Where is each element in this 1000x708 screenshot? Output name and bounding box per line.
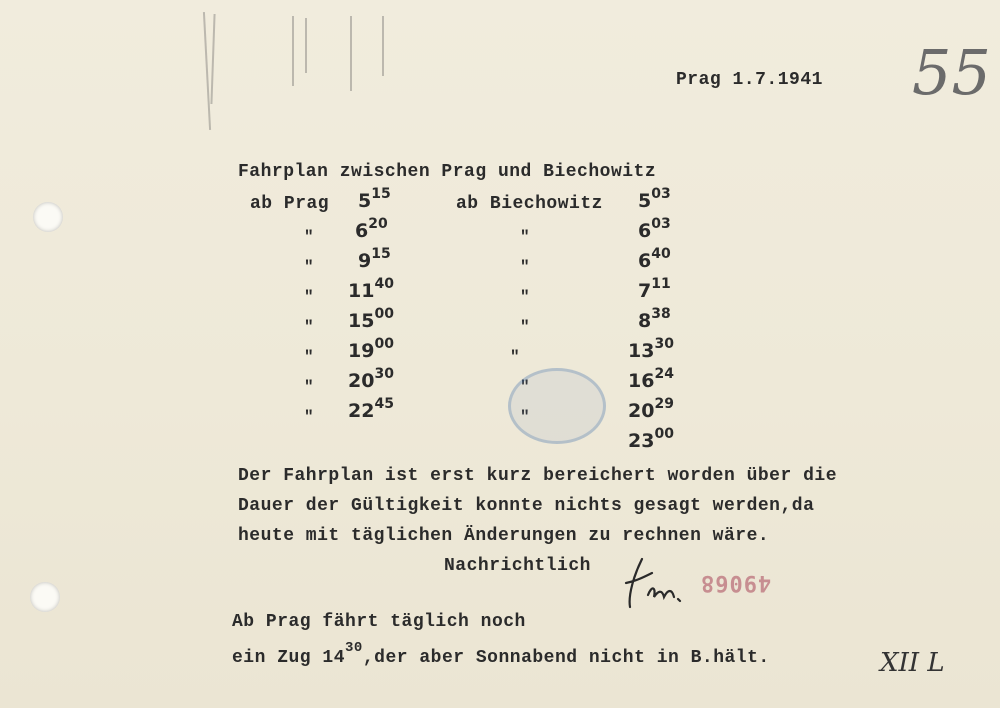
note-train-minute: 30 — [345, 640, 363, 656]
departure-time-biechowitz — [628, 366, 674, 392]
time-hour: 9 — [358, 250, 372, 272]
ditto-mark: " — [520, 258, 530, 276]
departure-time-biechowitz — [628, 396, 674, 422]
time-hour: 6 — [638, 250, 652, 272]
departure-time-prag — [348, 366, 394, 392]
page-number: 55 — [912, 36, 991, 109]
pencil-mark — [305, 18, 307, 73]
left-column-label: ab Prag — [250, 194, 330, 214]
note-suffix: ,der aber Sonnabend nicht in B.hält. — [362, 648, 770, 668]
time-hour: 5 — [638, 190, 652, 212]
time-minute: 40 — [651, 246, 671, 262]
time-hour: 22 — [348, 400, 375, 422]
time-minute: 30 — [374, 366, 394, 382]
body-line-1: Der Fahrplan ist erst kurz bereichert worden über die — [238, 466, 837, 486]
departure-time-biechowitz — [628, 336, 674, 362]
ditto-mark: " — [304, 228, 314, 246]
time-hour: 15 — [348, 310, 375, 332]
red-stamp-number: 49068 — [700, 570, 772, 595]
pencil-mark — [203, 12, 211, 130]
time-hour: 11 — [348, 280, 375, 302]
departure-time-prag — [348, 276, 394, 302]
note-line-1: Ab Prag fährt täglich noch — [232, 612, 526, 632]
ditto-mark: " — [520, 228, 530, 246]
time-minute: 30 — [654, 336, 674, 352]
ditto-mark: " — [520, 288, 530, 306]
ditto-mark: " — [304, 378, 314, 396]
time-hour: 13 — [628, 340, 655, 362]
time-minute: 38 — [651, 306, 671, 322]
pencil-mark — [350, 16, 352, 91]
pencil-mark — [382, 16, 384, 76]
body-line-3: heute mit täglichen Änderungen zu rechnen wäre. — [238, 526, 770, 546]
right-column-label: ab Biechowitz — [456, 194, 603, 214]
time-hour: 6 — [355, 220, 369, 242]
time-minute: 00 — [374, 336, 394, 352]
departure-time-prag — [348, 396, 394, 422]
time-hour: 16 — [628, 370, 655, 392]
punch-hole-bottom — [30, 582, 60, 612]
time-hour: 20 — [628, 400, 655, 422]
punch-hole-top — [33, 202, 63, 232]
time-minute: 11 — [651, 276, 671, 292]
document-date: Prag 1.7.1941 — [676, 70, 823, 90]
time-hour: 7 — [638, 280, 652, 302]
ditto-mark: " — [304, 258, 314, 276]
time-minute: 40 — [374, 276, 394, 292]
departure-time-biechowitz — [638, 306, 671, 332]
margin-annotation: XII L — [880, 648, 945, 678]
ditto-mark: " — [510, 348, 520, 366]
time-hour: 23 — [628, 430, 655, 452]
note-train-hour: 14 — [322, 648, 346, 668]
time-hour: 19 — [348, 340, 375, 362]
ditto-mark: " — [520, 408, 530, 426]
departure-time-biechowitz — [638, 216, 671, 242]
pencil-mark — [292, 16, 294, 86]
departure-time-biechowitz — [638, 246, 671, 272]
time-minute: 00 — [374, 306, 394, 322]
departure-time-biechowitz — [638, 276, 671, 302]
time-minute: 03 — [651, 186, 671, 202]
time-hour: 20 — [348, 370, 375, 392]
ditto-mark: " — [520, 318, 530, 336]
note-line-2 — [232, 640, 770, 668]
ditto-mark: " — [304, 348, 314, 366]
ditto-mark: " — [520, 378, 530, 396]
note-prefix: ein Zug — [232, 648, 323, 668]
handwritten-signature — [622, 555, 702, 611]
time-minute: 15 — [371, 246, 391, 262]
departure-time-biechowitz — [628, 426, 674, 452]
time-minute: 29 — [654, 396, 674, 412]
departure-time-prag — [348, 336, 394, 362]
time-minute: 03 — [651, 216, 671, 232]
time-minute: 24 — [654, 366, 674, 382]
time-minute: 45 — [374, 396, 394, 412]
time-hour: 6 — [638, 220, 652, 242]
time-minute: 15 — [371, 186, 391, 202]
departure-time-prag — [348, 306, 394, 332]
ditto-mark: " — [304, 408, 314, 426]
departure-time-biechowitz — [638, 186, 671, 212]
departure-time-prag — [355, 216, 388, 242]
time-hour: 8 — [638, 310, 652, 332]
closing-word: Nachrichtlich — [444, 556, 591, 576]
departure-time-prag — [358, 246, 391, 272]
document-title: Fahrplan zwischen Prag und Biechowitz — [238, 162, 657, 182]
faded-stamp — [508, 368, 606, 444]
departure-time-prag — [358, 186, 391, 212]
pencil-mark — [210, 14, 215, 104]
time-minute: 00 — [654, 426, 674, 442]
ditto-mark: " — [304, 288, 314, 306]
ditto-mark: " — [304, 318, 314, 336]
time-minute: 20 — [368, 216, 388, 232]
body-line-2: Dauer der Gültigkeit konnte nichts gesagt werden,da — [238, 496, 815, 516]
time-hour: 5 — [358, 190, 372, 212]
